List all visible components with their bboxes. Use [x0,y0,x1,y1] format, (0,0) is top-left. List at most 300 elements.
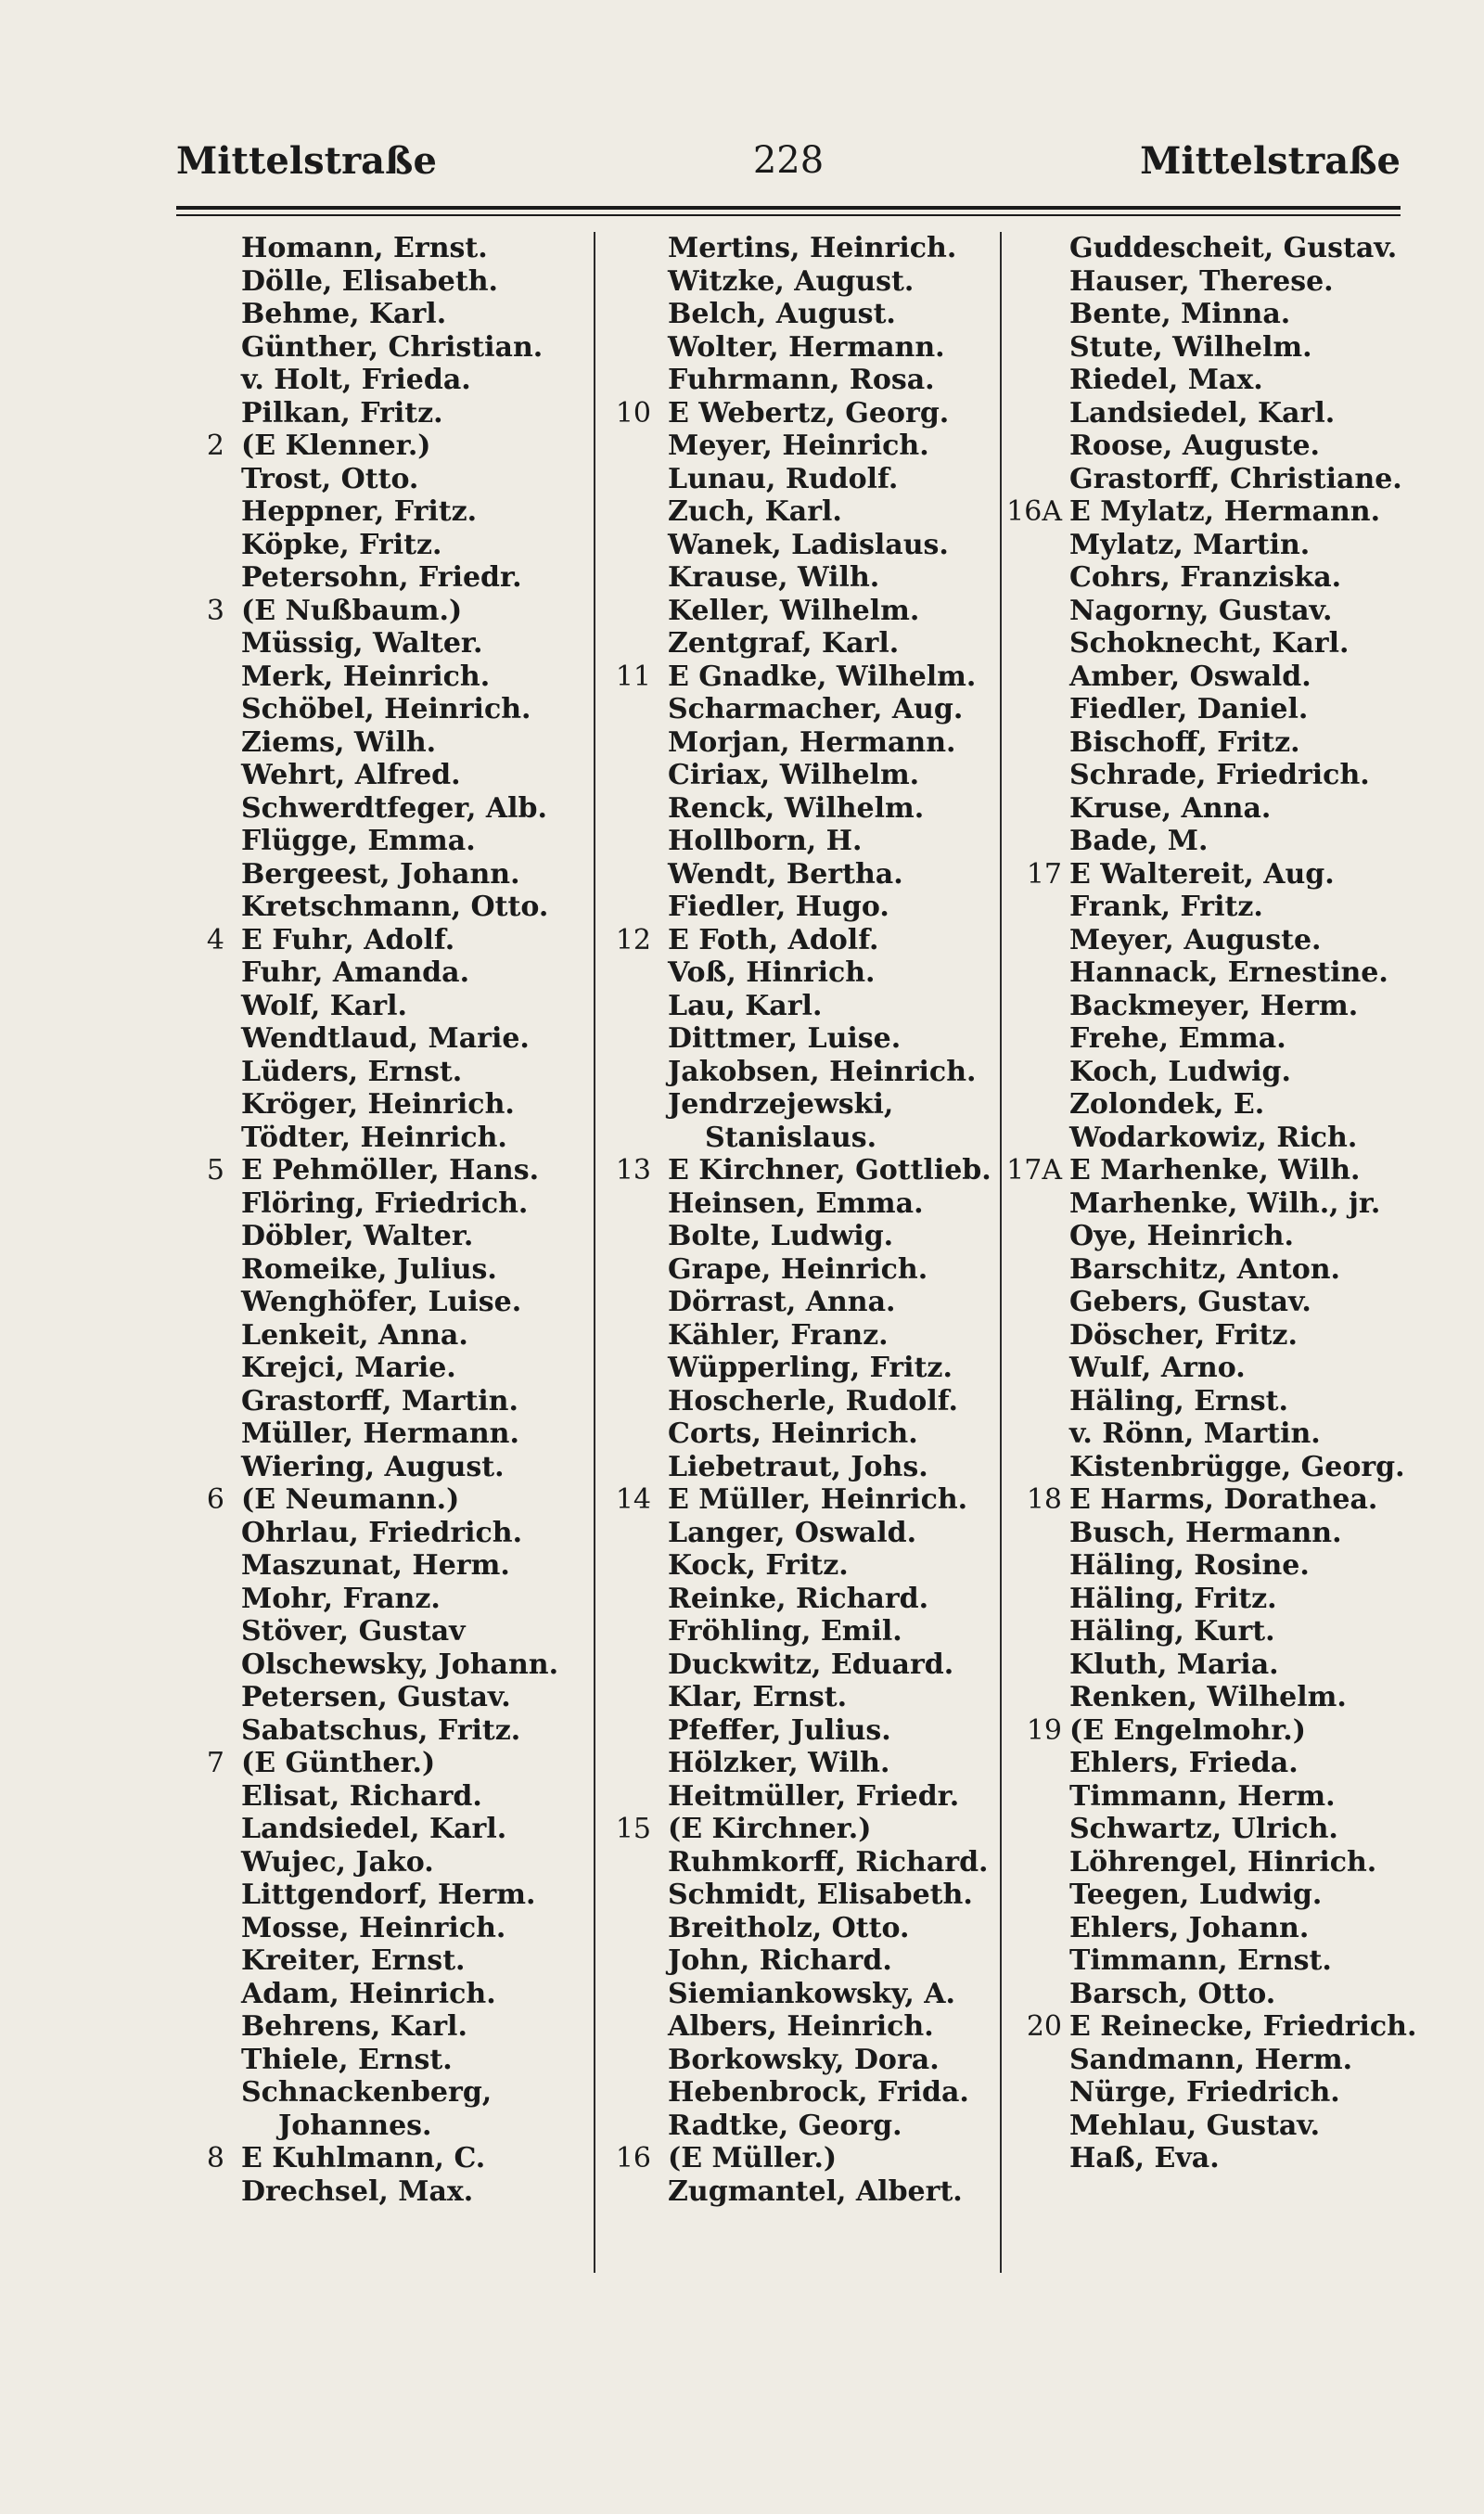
resident-name: Petersen, Gustav. [241,1681,511,1713]
resident-name: Landsiedel, Karl. [1069,396,1336,430]
resident-name: Teegen, Ludwig. [1069,1879,1323,1911]
resident-name: Heitmüller, Friedr. [668,1779,960,1813]
resident-name: Scharmacher, Aug. [668,693,964,725]
directory-entry [176,1253,584,1287]
directory-entry [176,1483,584,1517]
directory-entry [603,364,992,397]
directory-entry [1006,1912,1433,1945]
directory-entry [176,1319,584,1353]
resident-name: E Harms, Dorathea. [1069,1483,1378,1516]
resident-name: Fuhrmann, Rosa. [668,364,935,396]
resident-name: Flöring, Friedrich. [241,1186,529,1220]
directory-entry [603,693,992,726]
resident-name: Sabatschus, Fritz. [241,1713,521,1747]
resident-name: Klar, Ernst. [668,1681,848,1713]
resident-name: Kähler, Franz. [668,1318,889,1352]
resident-name: Jendrzejewski, [668,1088,894,1121]
directory-entry [176,1944,584,1978]
resident-name: Köpke, Fritz. [241,528,442,561]
directory-entry [603,1385,992,1418]
directory-entry [603,759,992,792]
house-number: 4 [206,923,224,956]
directory-entry [1006,1022,1433,1056]
directory-entry [603,1681,992,1714]
directory-entry [176,298,584,331]
resident-name: Ziems, Wilh. [241,725,437,759]
directory-entry [1006,2044,1433,2077]
resident-name: E Kirchner, Gottlieb. [668,1154,991,1186]
directory-entry [603,924,992,957]
resident-name: Wolf, Karl. [241,989,407,1022]
directory-entry [1006,825,1433,858]
resident-name: Radtke, Georg. [668,2109,902,2142]
resident-name: Morjan, Hermann. [668,725,956,759]
directory-entry [603,891,992,924]
directory-entry [176,2044,584,2077]
directory-entry [603,990,992,1023]
header-street-right: Mittelstraße [1140,139,1401,183]
header-rule-thin [176,214,1401,216]
resident-name: Oye, Heinrich. [1069,1220,1294,1252]
resident-name: E Waltereit, Aug. [1069,857,1335,891]
resident-name: Breitholz, Otto. [668,1911,910,1944]
resident-name: Zugmantel, Albert. [668,2174,963,2208]
directory-entry [603,2010,992,2044]
resident-name: Kruse, Anna. [1069,791,1272,825]
resident-name: Pilkan, Fritz. [241,396,443,430]
resident-name: (E Neumann.) [241,1483,460,1516]
resident-name: Stute, Wilhelm. [1069,330,1312,364]
resident-name: Tödter, Heinrich. [241,1121,507,1154]
directory-entry [1006,1253,1433,1287]
directory-entry [1006,1122,1433,1155]
directory-entry [1006,1385,1433,1418]
resident-name: E Gnadke, Wilhelm. [668,660,977,693]
directory-entry [176,463,584,496]
resident-name: Hebenbrock, Frida. [668,2076,969,2109]
directory-entry [176,759,584,792]
resident-name: Borkowsky, Dora. [668,2043,940,2076]
resident-name: Heppner, Fritz. [241,495,478,528]
directory-entry [1006,430,1433,463]
directory-entry [603,1286,992,1319]
directory-entry [1006,1846,1433,1879]
resident-name: Timmann, Ernst. [1069,1944,1332,1977]
directory-entry [176,1879,584,1912]
resident-name: Kock, Fritz. [668,1549,849,1582]
resident-name: E Webertz, Georg. [668,396,950,430]
resident-name: Kreiter, Ernst. [241,1944,466,1977]
directory-entry [176,1056,584,1089]
directory-entry [603,2044,992,2077]
resident-name: Guddescheit, Gustav. [1069,232,1398,264]
resident-name: Häling, Ernst. [1069,1384,1288,1417]
resident-name: Ehlers, Frieda. [1069,1747,1298,1779]
resident-name: Corts, Heinrich. [668,1417,918,1450]
directory-entry [603,1417,992,1451]
resident-name: Trost, Otto. [241,462,419,495]
directory-entry [176,1352,584,1385]
resident-name: (E Klenner.) [241,430,431,462]
resident-name: Lau, Karl. [668,989,823,1022]
resident-name: Barsch, Otto. [1069,1977,1276,2010]
directory-entry [1006,529,1433,562]
directory-entry [603,1022,992,1056]
directory-entry [1006,1056,1433,1089]
house-number: 12 [615,923,651,956]
resident-name: Fiedler, Hugo. [668,891,889,923]
directory-entry [176,1978,584,2011]
directory-entry [603,2110,992,2143]
house-number: 13 [615,1154,651,1186]
directory-entry [603,858,992,891]
column-3 [1006,232,1433,2175]
directory-entry [603,1088,992,1122]
directory-entry [1006,726,1433,760]
resident-name: Hannack, Ernestine. [1069,956,1388,989]
directory-entry [176,1648,584,1682]
resident-name: Cohrs, Franziska. [1069,561,1342,594]
resident-name: Döscher, Fritz. [1069,1318,1298,1352]
directory-entry [603,1747,992,1780]
resident-name: Adam, Heinrich. [241,1977,496,2010]
directory-entry [603,331,992,365]
directory-entry [603,2076,992,2110]
directory-entry [1006,331,1433,365]
directory-entry [176,1417,584,1451]
resident-name: Liebetraut, Johs. [668,1450,928,1483]
directory-entry [603,1648,992,1682]
directory-entry [176,1813,584,1846]
resident-name: Heinsen, Emma. [668,1186,924,1220]
resident-name: Zentgraf, Karl. [668,627,900,660]
resident-name: Wenghöfer, Luise. [241,1286,522,1318]
resident-name: E Fuhr, Adolf. [241,923,455,956]
resident-name: Marhenke, Wilh., jr. [1069,1186,1381,1220]
directory-entry [176,1220,584,1253]
directory-entry [1006,1780,1433,1814]
resident-name: Schöbel, Heinrich. [241,693,531,725]
house-number: 6 [206,1483,224,1516]
directory-entry [176,2110,584,2143]
directory-entry [1006,1352,1433,1385]
directory-entry [1006,1517,1433,1550]
directory-entry [603,1122,992,1155]
resident-name: Wujec, Jako. [241,1845,434,1879]
resident-name: Zolondek, E. [1069,1088,1265,1121]
directory-entry [176,1846,584,1879]
directory-entry [603,1319,992,1353]
resident-name: Wanek, Ladislaus. [668,528,949,561]
resident-name: Wendt, Bertha. [668,857,903,891]
directory-entry [176,1385,584,1418]
resident-name: Fröhling, Emil. [668,1615,902,1648]
resident-name: Schmidt, Elisabeth. [668,1879,973,1911]
resident-name: Lüders, Ernst. [241,1055,463,1088]
resident-name: Mosse, Heinrich. [241,1911,506,1944]
resident-name: Roose, Auguste. [1069,430,1320,462]
house-number: 5 [206,1154,224,1186]
resident-name: Belch, August. [668,298,896,330]
resident-name: Bade, M. [1069,825,1209,857]
resident-name: Busch, Hermann. [1069,1516,1342,1549]
house-number: 2 [206,430,224,462]
directory-entry [1006,1483,1433,1517]
resident-name: Krejci, Marie. [241,1352,456,1384]
directory-entry [176,924,584,957]
directory-entry [603,430,992,463]
resident-name: Häling, Fritz. [1069,1582,1277,1615]
column-2 [603,232,992,2208]
directory-entry [1006,495,1433,529]
directory-entry [603,265,992,299]
house-number: 16 [615,2142,651,2174]
resident-name: Löhrengel, Hinrich. [1069,1845,1377,1879]
resident-name: (E Kirchner.) [668,1813,872,1845]
directory-entry [603,1714,992,1748]
directory-entry [603,397,992,430]
resident-name: E Marhenke, Wilh. [1069,1154,1361,1186]
directory-entry [176,1549,584,1583]
resident-name: E Foth, Adolf. [668,923,879,956]
resident-name: Jakobsen, Heinrich. [668,1055,977,1088]
page-number: 228 [752,139,825,182]
resident-name: Barschitz, Anton. [1069,1252,1340,1286]
directory-entry [603,595,992,628]
resident-name: Renken, Wilhelm. [1069,1681,1347,1713]
directory-entry [176,265,584,299]
directory-entry [1006,232,1433,265]
house-number: 8 [206,2142,224,2174]
resident-name: Timmann, Herm. [1069,1779,1336,1813]
resident-name: E Reinecke, Friedrich. [1069,2010,1417,2043]
directory-entry [603,1517,992,1550]
resident-name: Bolte, Ludwig. [668,1220,894,1252]
directory-entry [1006,298,1433,331]
resident-name: Flügge, Emma. [241,825,476,857]
resident-name: Ohrlau, Friedrich. [241,1516,523,1549]
house-number: 17A [1006,1154,1062,1186]
directory-entry [176,726,584,760]
resident-name: Meyer, Auguste. [1069,923,1322,956]
directory-entry [176,232,584,265]
resident-name: Olschewsky, Johann. [241,1648,559,1681]
resident-name: Meyer, Heinrich. [668,430,929,462]
resident-name: (E Nußbaum.) [241,594,463,627]
resident-name: Landsiedel, Karl. [241,1813,507,1845]
house-number: 14 [615,1483,651,1516]
directory-entry [176,1517,584,1550]
directory-entry [176,2010,584,2044]
directory-entry [176,364,584,397]
directory-entry [176,2076,584,2110]
resident-name: Drechsel, Max. [241,2174,474,2208]
directory-entry [1006,693,1433,726]
directory-entry [1006,1319,1433,1353]
resident-name: Nagorny, Gustav. [1069,594,1333,627]
resident-name: Wulf, Arno. [1069,1352,1246,1384]
directory-entry [176,1187,584,1221]
directory-entry [176,1714,584,1748]
resident-name: Dörrast, Anna. [668,1286,896,1318]
resident-name: Mohr, Franz. [241,1582,441,1615]
resident-name: Günther, Christian. [241,330,544,364]
resident-name: Pfeffer, Julius. [668,1713,891,1747]
resident-name: Ciriax, Wilhelm. [668,759,920,791]
resident-name: v. Rönn, Martin. [1069,1417,1321,1450]
resident-name: Schoknecht, Karl. [1069,627,1350,660]
resident-name: Voß, Hinrich. [668,956,876,989]
resident-name: Grastorff, Christiane. [1069,462,1402,495]
directory-entry [176,661,584,694]
resident-name: Stanislaus. [705,1121,877,1154]
resident-name: v. Holt, Frieda. [241,364,471,396]
resident-name: Hollborn, H. [668,825,863,857]
resident-name: Behrens, Karl. [241,2010,467,2043]
resident-name: (E Günther.) [241,1747,436,1779]
resident-name: Hölzker, Wilh. [668,1747,890,1779]
resident-name: Mehlau, Gustav. [1069,2109,1321,2142]
resident-name: Gebers, Gustav. [1069,1286,1311,1318]
page-header [176,139,1401,204]
directory-entry [176,1154,584,1187]
directory-entry [1006,924,1433,957]
resident-name: Wodarkowiz, Rich. [1069,1121,1358,1154]
resident-name: John, Richard. [668,1944,892,1977]
resident-name: Bente, Minna. [1069,298,1291,330]
directory-entry [1006,2010,1433,2044]
directory-entry [176,956,584,990]
directory-entry [603,2175,992,2209]
resident-name: Krause, Wilh. [668,561,880,594]
directory-entry [603,1583,992,1616]
resident-name: Kröger, Heinrich. [241,1088,515,1121]
directory-entry [603,1944,992,1978]
resident-name: Hauser, Therese. [1069,264,1334,298]
directory-entry [603,463,992,496]
directory-entry [176,1451,584,1484]
directory-entry [176,1286,584,1319]
directory-entry [176,397,584,430]
directory-entry [176,1912,584,1945]
directory-entry [176,825,584,858]
resident-name: Duckwitz, Eduard. [668,1648,954,1681]
resident-name: Riedel, Max. [1069,364,1263,396]
directory-entry [603,825,992,858]
resident-name: Amber, Oswald. [1069,660,1311,693]
directory-entry [603,1846,992,1879]
column-1 [176,232,584,2208]
resident-name: (E Engelmohr.) [1069,1713,1306,1747]
resident-name: Hoscherle, Rudolf. [668,1384,958,1417]
resident-name: Grastorff, Martin. [241,1384,518,1417]
resident-name: Backmeyer, Herm. [1069,989,1359,1022]
resident-name: Elisat, Richard. [241,1779,482,1813]
resident-name: Bischoff, Fritz. [1069,725,1300,759]
resident-name: Thiele, Ernst. [241,2043,453,2076]
resident-name: Lunau, Rudolf. [668,462,899,495]
resident-name: Schnackenberg, [241,2076,493,2109]
directory-entry [603,1451,992,1484]
directory-entry [176,495,584,529]
directory-entry [603,232,992,265]
directory-entry [1006,661,1433,694]
resident-name: Littgendorf, Herm. [241,1879,536,1911]
resident-name: Keller, Wilhelm. [668,594,920,627]
house-number: 19 [1026,1713,1062,1747]
directory-entry [1006,1154,1433,1187]
directory-entry [603,529,992,562]
directory-entry [176,792,584,826]
directory-entry [176,891,584,924]
directory-entry [176,1088,584,1122]
directory-entry [176,331,584,365]
directory-entry [1006,1286,1433,1319]
directory-entry [176,1022,584,1056]
directory-entry [176,561,584,595]
directory-entry [1006,1549,1433,1583]
resident-name: Döbler, Walter. [241,1220,474,1252]
resident-name: Ehlers, Johann. [1069,1911,1310,1944]
directory-entry [1006,1879,1433,1912]
resident-name: Petersohn, Friedr. [241,561,522,594]
resident-name: Kretschmann, Otto. [241,891,549,923]
resident-name: Schrade, Friedrich. [1069,759,1370,791]
resident-name: E Kuhlmann, C. [241,2142,486,2174]
directory-entry [1006,265,1433,299]
directory-entry [603,726,992,760]
directory-entry [176,1583,584,1616]
directory-entry [603,1978,992,2011]
resident-name: Schwerdtfeger, Alb. [241,791,547,825]
resident-name: Frehe, Emma. [1069,1022,1286,1055]
directory-entry [1006,2142,1433,2175]
resident-name: Reinke, Richard. [668,1582,929,1615]
resident-name: Ruhmkorff, Richard. [668,1845,989,1879]
resident-name: E Pehmöller, Hans. [241,1154,540,1186]
directory-entry [603,1615,992,1648]
resident-name: Sandmann, Herm. [1069,2043,1353,2076]
resident-name: Langer, Oswald. [668,1516,917,1549]
resident-name: (E Müller.) [668,2142,838,2174]
resident-name: Romeike, Julius. [241,1252,497,1286]
header-street-left: Mittelstraße [176,139,437,183]
directory-entry [176,693,584,726]
directory-entry [603,1483,992,1517]
resident-name: Häling, Kurt. [1069,1615,1275,1648]
directory-entry [603,956,992,990]
house-number: 20 [1026,2010,1062,2043]
directory-entry [1006,1417,1433,1451]
directory-entry [176,990,584,1023]
directory-entry [1006,891,1433,924]
resident-name: Johannes. [278,2109,432,2142]
resident-name: Wolter, Hermann. [668,330,945,364]
resident-name: Lenkeit, Anna. [241,1318,468,1352]
directory-entry [603,1549,992,1583]
resident-name: Dittmer, Luise. [668,1022,902,1055]
directory-entry [176,1122,584,1155]
directory-entry [1006,1648,1433,1682]
directory-entry [1006,2110,1433,2143]
resident-name: Mertins, Heinrich. [668,232,957,264]
resident-name: Kistenbrügge, Georg. [1069,1450,1405,1483]
directory-entry [603,661,992,694]
resident-name: Wiering, August. [241,1450,505,1483]
house-number: 16A [1006,495,1062,528]
resident-name: Nürge, Friedrich. [1069,2076,1340,2109]
resident-name: Fiedler, Daniel. [1069,693,1309,725]
